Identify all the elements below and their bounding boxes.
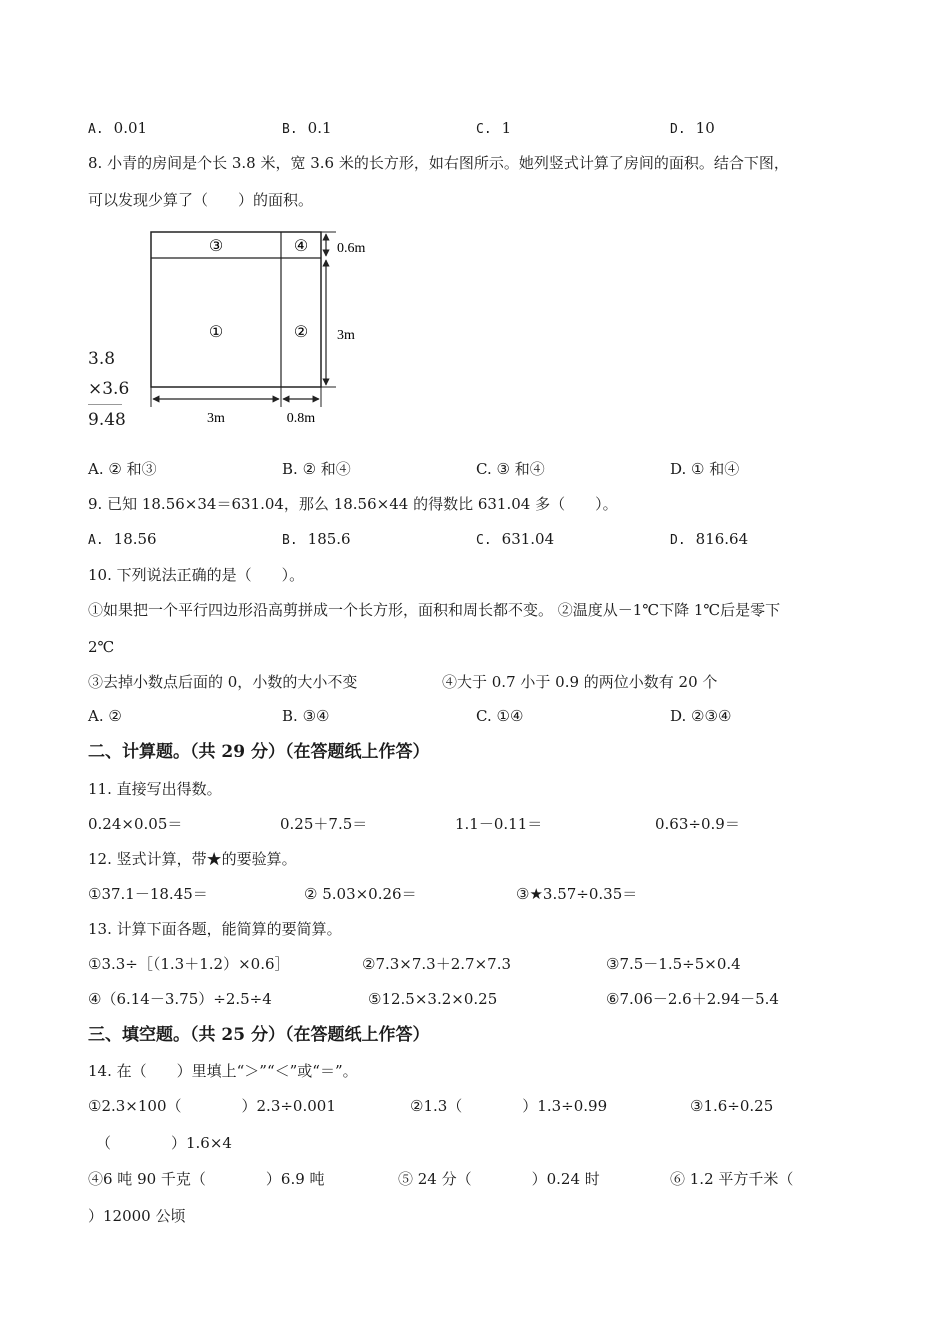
section-3-heading: 三、填空题。（共 25 分）（在答题纸上作答） (88, 1025, 430, 1045)
q11-stem: 11. 直接写出得数。 (88, 780, 222, 798)
q14-item-2: ②1.3（ ）1.3÷0.99 (410, 1097, 608, 1115)
q14-item-4: ④6 吨 90 千克（ ）6.9 吨 (88, 1170, 325, 1188)
right-dim-label: 3m (337, 328, 355, 343)
q10-statement-2-cont: 2℃ (88, 638, 115, 656)
q14-item-5: ⑤ 24 分（ ）0.24 时 (398, 1170, 600, 1188)
q10-statement-3: ③去掉小数点后面的 0，小数的大小不变 (88, 673, 358, 691)
region-2-label: ② (293, 324, 309, 341)
q10-option-d: D. ②③④ (670, 707, 732, 725)
bottom-right-dim-label: 0.8m (286, 411, 316, 426)
q8-option-d: D. ① 和④ (670, 460, 740, 478)
q13-stem: 13. 计算下面各题，能简算的要简算。 (88, 920, 342, 938)
top-dim-label: 0.6m (337, 241, 366, 256)
q9-option-c: C. 631.04 (476, 530, 555, 548)
q10-statement-1-2: ①如果把一个平行四边形沿高剪拼成一个长方形，面积和周长都不变。 ②温度从－1℃下降 1℃后是零下 (88, 601, 781, 619)
q11-item-1: 0.24×0.05＝ (88, 815, 183, 833)
q11-item-4: 0.63÷0.9＝ (655, 815, 740, 833)
bottom-left-dim-label: 3m (207, 411, 225, 426)
q9-stem: 9. 已知 18.56×34＝631.04，那么 18.56×44 的得数比 631.04 多（ ）。 (88, 495, 618, 513)
q13-item-2: ②7.3×7.3＋2.7×7.3 (362, 955, 512, 973)
region-4-label: ④ (293, 238, 309, 255)
q7-option-b: B. 0.1 (282, 119, 332, 137)
section-2-heading: 二、计算题。（共 29 分）（在答题纸上作答） (88, 742, 430, 762)
region-1-label: ① (208, 324, 224, 341)
q8-option-b: B. ② 和④ (282, 460, 351, 478)
q13-item-6: ⑥7.06－2.6＋2.94－5.4 (606, 990, 779, 1008)
region-3-label: ③ (208, 238, 224, 255)
q14-item-3: ③1.6÷0.25 (690, 1097, 774, 1115)
q12-stem: 12. 竖式计算，带★的要验算。 (88, 850, 297, 868)
q11-item-3: 1.1－0.11＝ (455, 815, 543, 833)
q8-option-c: C. ③ 和④ (476, 460, 545, 478)
q13-item-1: ①3.3÷［（1.3＋1.2）×0.6］ (88, 955, 290, 973)
q8-calc-result: 9.48 (88, 410, 126, 430)
q10-option-a: A. ② (88, 707, 122, 725)
q8-option-a: A. ② 和③ (88, 460, 157, 478)
q8-calc-rule (88, 404, 122, 405)
outer-rectangle (151, 232, 321, 387)
q8-stem-line1: 8. 小青的房间是个长 3.8 米，宽 3.6 米的长方形，如右图所示。她列竖式计算了房间的面积。结合下图， (88, 154, 789, 172)
q10-option-c: C. ①④ (476, 707, 524, 725)
q14-item-6: ⑥ 1.2 平方千米（ (670, 1170, 794, 1188)
q12-item-1: ①37.1－18.45＝ (88, 885, 208, 903)
q9-option-d: D. 816.64 (670, 530, 749, 548)
q7-option-d: D. 10 (670, 119, 715, 137)
q10-statement-4: ④大于 0.7 小于 0.9 的两位小数有 20 个 (442, 673, 718, 691)
q7-option-c: C. 1 (476, 119, 512, 137)
q13-item-3: ③7.5－1.5÷5×0.4 (606, 955, 741, 973)
q11-item-2: 0.25＋7.5＝ (280, 815, 368, 833)
q7-option-a: A. 0.01 (88, 119, 148, 137)
q12-item-3: ③★3.57÷0.35＝ (516, 885, 638, 903)
q10-stem: 10. 下列说法正确的是（ ）。 (88, 566, 305, 584)
q14-item-3-cont: （ ）1.6×4 (96, 1134, 232, 1152)
q9-option-b: B. 185.6 (282, 530, 351, 548)
q13-item-5: ⑤12.5×3.2×0.25 (368, 990, 498, 1008)
q9-option-a: A. 18.56 (88, 530, 157, 548)
q14-stem: 14. 在（ ）里填上“＞”“＜”或“＝”。 (88, 1062, 358, 1080)
q14-item-1: ①2.3×100（ ）2.3÷0.001 (88, 1097, 336, 1115)
q14-item-6-cont: ）12000 公顷 (88, 1207, 186, 1225)
q8-calc-top: 3.8 (88, 349, 116, 369)
q10-option-b: B. ③④ (282, 707, 330, 725)
q8-calc-mult: ×3.6 (88, 379, 130, 399)
q13-item-4: ④（6.14－3.75）÷2.5÷4 (88, 990, 272, 1008)
q12-item-2: ② 5.03×0.26＝ (304, 885, 417, 903)
q8-stem-line2: 可以发现少算了（ ）的面积。 (88, 191, 314, 209)
q8-area-figure (140, 225, 380, 435)
